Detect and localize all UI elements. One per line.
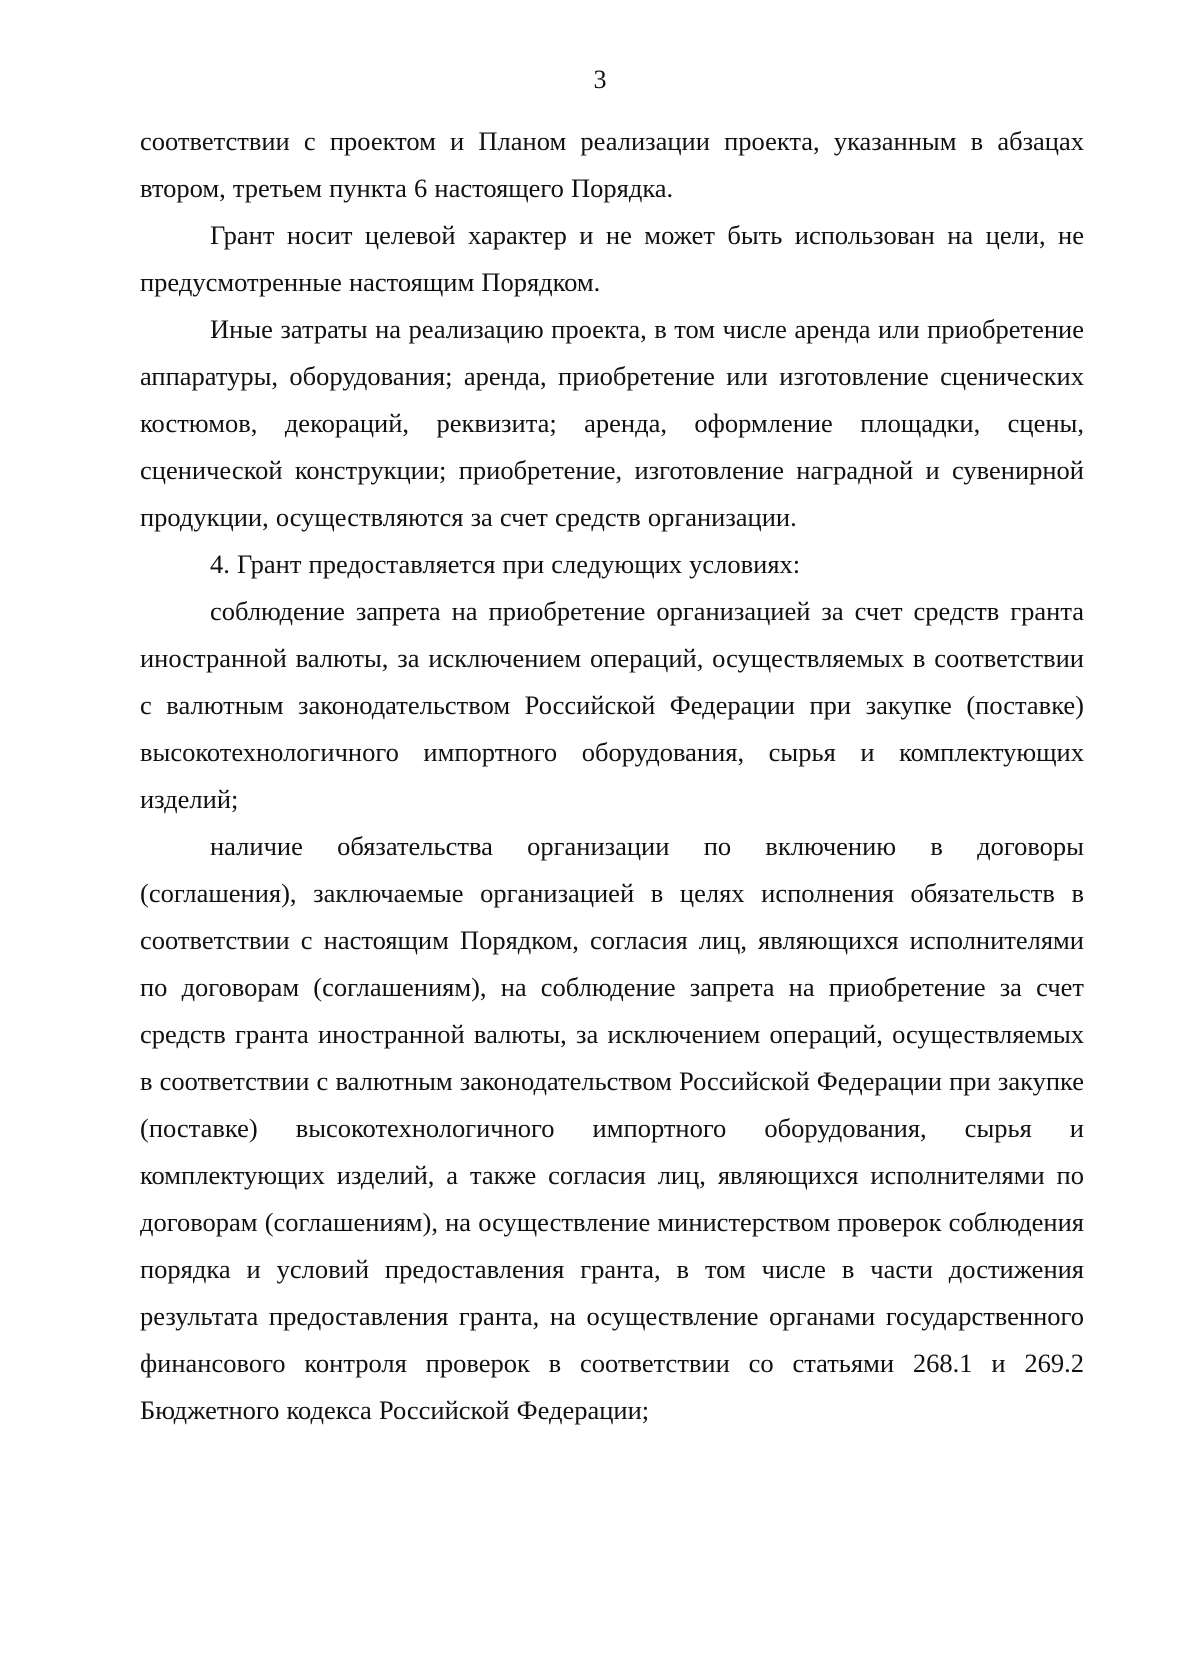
paragraph-item-4: 4. Грант предоставляется при следующих условиях:	[210, 549, 801, 579]
document-body	[140, 118, 1084, 1434]
paragraph-currency-ban: соблюдение запрета на приобретение организацией за счет средств гранта иностранной валюты, за исключением операций, осуществляемых в соответствии с валютным законодательством Российской Федерации при закупке (поставке) высокотехнологичного импортного оборудования, сырья и комплектующих изделий;	[140, 596, 1084, 814]
paragraph-grant-purpose: Грант носит целевой характер и не может быть использован на цели, не предусмотренные настоящим Порядком.	[140, 220, 1084, 297]
paragraph-continuation: соответствии с проектом и Планом реализации проекта, указанным в абзацах втором, третьем пункта 6 настоящего Порядка.	[140, 126, 1084, 203]
paragraph-contract-obligation: наличие обязательства организации по включению в договоры (соглашения), заключаемые организацией в целях исполнения обязательств в соответствии с настоящим Порядком, согласия лиц, являющихся исполнителями по договорам (соглашениям), на соблюдение запрета на приобретение за счет средств гранта иностранной валюты, за исключением операций, осуществляемых в соответствии с валютным законодательством Российской Федерации при закупке (поставке) высокотехнологичного импортного оборудования, сырья и комплектующих изделий, а также согласия лиц, являющихся исполнителями по договорам (соглашениям), на осуществление министерством проверок соблюдения порядка и условий предоставления гранта, в том числе в части достижения результата предоставления гранта, на осуществление органами государственного финансового контроля проверок в соответствии со статьями 268.1 и 269.2 Бюджетного кодекса Российской Федерации;	[140, 831, 1084, 1425]
page-number: 3	[593, 65, 607, 94]
paragraph-other-costs: Иные затраты на реализацию проекта, в том числе аренда или приобретение аппаратуры, оборудования; аренда, приобретение или изготовление сценических костюмов, декораций, реквизита; аренда, оформление площадки, сцены, сценической конструкции; приобретение, изготовление наградной и сувенирной продукции, осуществляются за счет средств организации.	[140, 314, 1084, 532]
